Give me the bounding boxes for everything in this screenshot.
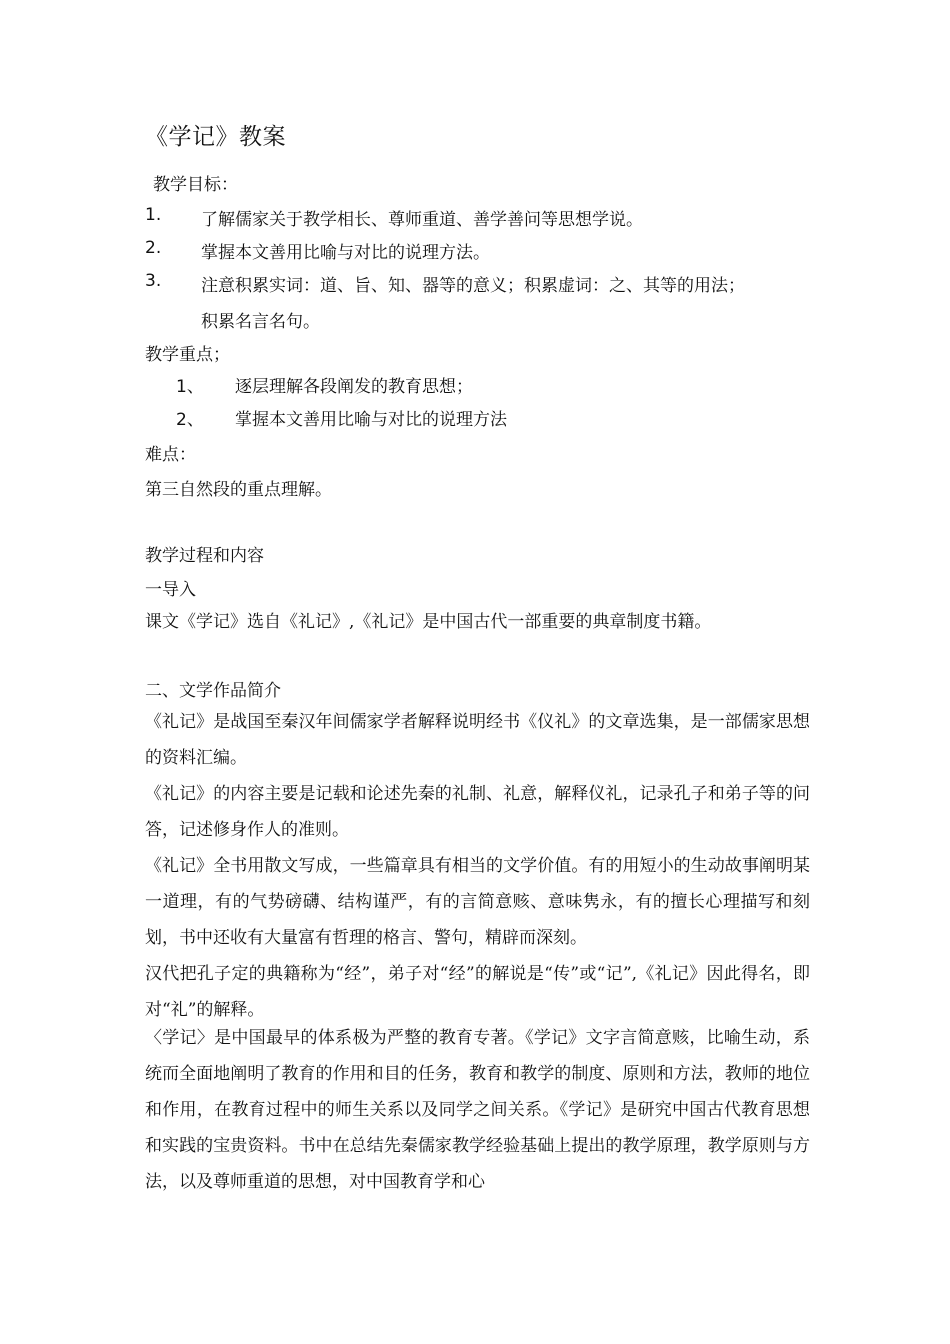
objectives-heading: 教学目标： <box>153 175 238 195</box>
difficulty-text: 第三自然段的重点理解。 <box>145 480 332 500</box>
body-paragraph: 汉代把孔子定的典籍称为“经”，弟子对“经”的解说是“传”或“记”,《礼记》因此得名，即对“礼”的解释。 <box>145 964 810 1020</box>
objective-number: 2. <box>145 238 162 258</box>
body-paragraph: 《礼记》是战国至秦汉年间儒家学者解释说明经书《仪礼》的文章选集，是一部儒家思想的资料汇编。 <box>145 712 810 768</box>
body-paragraph: 《礼记》全书用散文写成，一些篇章具有相当的文学价值。有的用短小的生动故事阐明某一道理，有的气势磅礴、结构谨严，有的言简意赅、意味隽永，有的擅长心理描写和刻划，书中还收有大量富有哲理的格言、警句，精辟而深刻。 <box>145 856 810 948</box>
document-title: 《学记》教案 <box>145 124 286 150</box>
intro-heading: 一导入 <box>145 580 196 600</box>
body-paragraph: 〈学记〉是中国最早的体系极为严整的教育专著。《学记》文字言简意赅，比喻生动，系统而全面地阐明了教育的作用和目的任务，教育和教学的制度、原则和方法，教师的地位和作用，在教育过程中的师生关系以及同学之间关系。《学记》是研究中国古代教育思想和实践的宝贵资料。书中在总结先秦儒家教学经验基础上提出的教学原理，教学原则与方法，以及尊师重道的思想，对中国教育学和心 <box>145 1028 810 1192</box>
objective-text: 了解儒家关于教学相长、尊师重道、善学善问等思想学说。 <box>201 210 643 230</box>
difficulty-heading: 难点： <box>145 445 196 465</box>
key-points-heading: 教学重点； <box>145 345 230 365</box>
objective-text: 掌握本文善用比喻与对比的说理方法。 <box>201 243 490 263</box>
objective-text: 注意积累实词：道、旨、知、器等的意义；积累虚词：之、其等的用法； <box>201 276 745 296</box>
key-point-text: 逐层理解各段阐发的教育思想； <box>235 377 473 397</box>
key-point-text: 掌握本文善用比喻与对比的说理方法 <box>235 410 507 430</box>
objective-text-continued: 积累名言名句。 <box>201 312 320 332</box>
key-point-number: 2、 <box>176 410 204 430</box>
process-heading: 教学过程和内容 <box>145 546 264 566</box>
objective-number: 3. <box>145 271 162 291</box>
key-point-number: 1、 <box>176 377 204 397</box>
intro-text: 课文《学记》选自《礼记》,《礼记》是中国古代一部重要的典章制度书籍。 <box>145 612 712 632</box>
section2-heading: 二、文学作品简介 <box>145 681 281 701</box>
body-paragraph: 《礼记》的内容主要是记载和论述先秦的礼制、礼意，解释仪礼，记录孔子和弟子等的问答，记述修身作人的准则。 <box>145 784 810 840</box>
objective-number: 1. <box>145 205 162 225</box>
